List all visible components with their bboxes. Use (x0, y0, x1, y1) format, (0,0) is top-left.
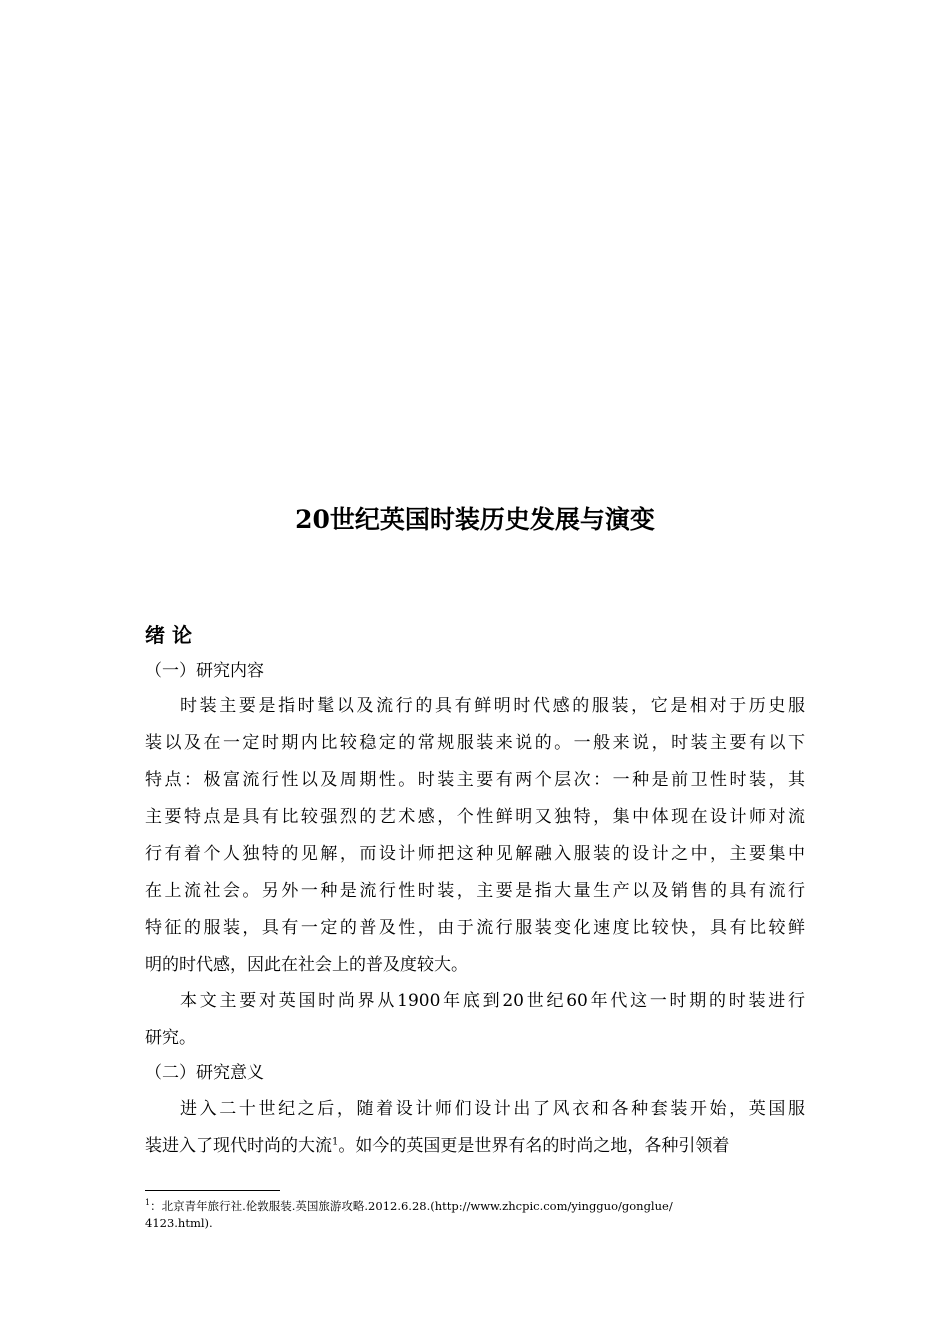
paragraph-line: 在上流社会。另外一种是流行性时装，主要是指大量生产以及销售的具有流行 (145, 881, 805, 901)
paragraph-line: 特点：极富流行性以及周期性。时装主要有两个层次：一种是前卫性时装，其 (145, 770, 805, 790)
footnote-separator (145, 1190, 280, 1191)
chapter-heading: 绪 论 (145, 623, 192, 647)
footnote-marker: 1 (145, 1198, 151, 1208)
footnote-text: ：北京青年旅行社.伦敦服装.英国旅游攻略.2012.6.28.(http://www.zhcpic.com/yingguo/gonglue/ (150, 1199, 673, 1213)
paragraph-line-with-footnote-ref (145, 1131, 805, 1161)
paragraph-line: 主要特点是具有比较强烈的艺术感，个性鲜明又独特，集中体现在设计师对流 (145, 807, 805, 827)
paragraph-text: 装进入了现代时尚的大流 (145, 1136, 332, 1156)
footnote-line (145, 1198, 805, 1214)
paragraph-line: 进入二十世纪之后，随着设计师们设计出了风衣和各种套装开始，英国服 (180, 1099, 805, 1119)
section-heading-research-content: （一）研究内容 (145, 661, 264, 681)
paragraph-line: 时装主要是指时髦以及流行的具有鲜明时代感的服装，它是相对于历史服 (180, 696, 805, 716)
paragraph-text: 。如今的英国更是世界有名的时尚之地，各种引领着 (338, 1136, 730, 1156)
paragraph-line: 研究。 (145, 1028, 196, 1048)
paragraph-line: 装以及在一定时期内比较稳定的常规服装来说的。一般来说，时装主要有以下 (145, 733, 805, 753)
paragraph-line: 明的时代感，因此在社会上的普及度较大。 (145, 955, 468, 975)
footnote-line: 4123.html). (145, 1216, 213, 1230)
paragraph-line: 行有着个人独特的见解，而设计师把这种见解融入服装的设计之中，主要集中 (145, 844, 805, 864)
page-title: 20世纪英国时装历史发展与演变 (295, 505, 655, 534)
paragraph-line: 特征的服装，具有一定的普及性，由于流行服装变化速度比较快，具有比较鲜 (145, 918, 805, 938)
footnote-reference[interactable]: 1 (332, 1136, 339, 1148)
section-heading-research-significance: （二）研究意义 (145, 1063, 264, 1083)
paragraph-line: 本文主要对英国时尚界从1900年底到20世纪60年代这一时期的时装进行 (180, 991, 805, 1011)
